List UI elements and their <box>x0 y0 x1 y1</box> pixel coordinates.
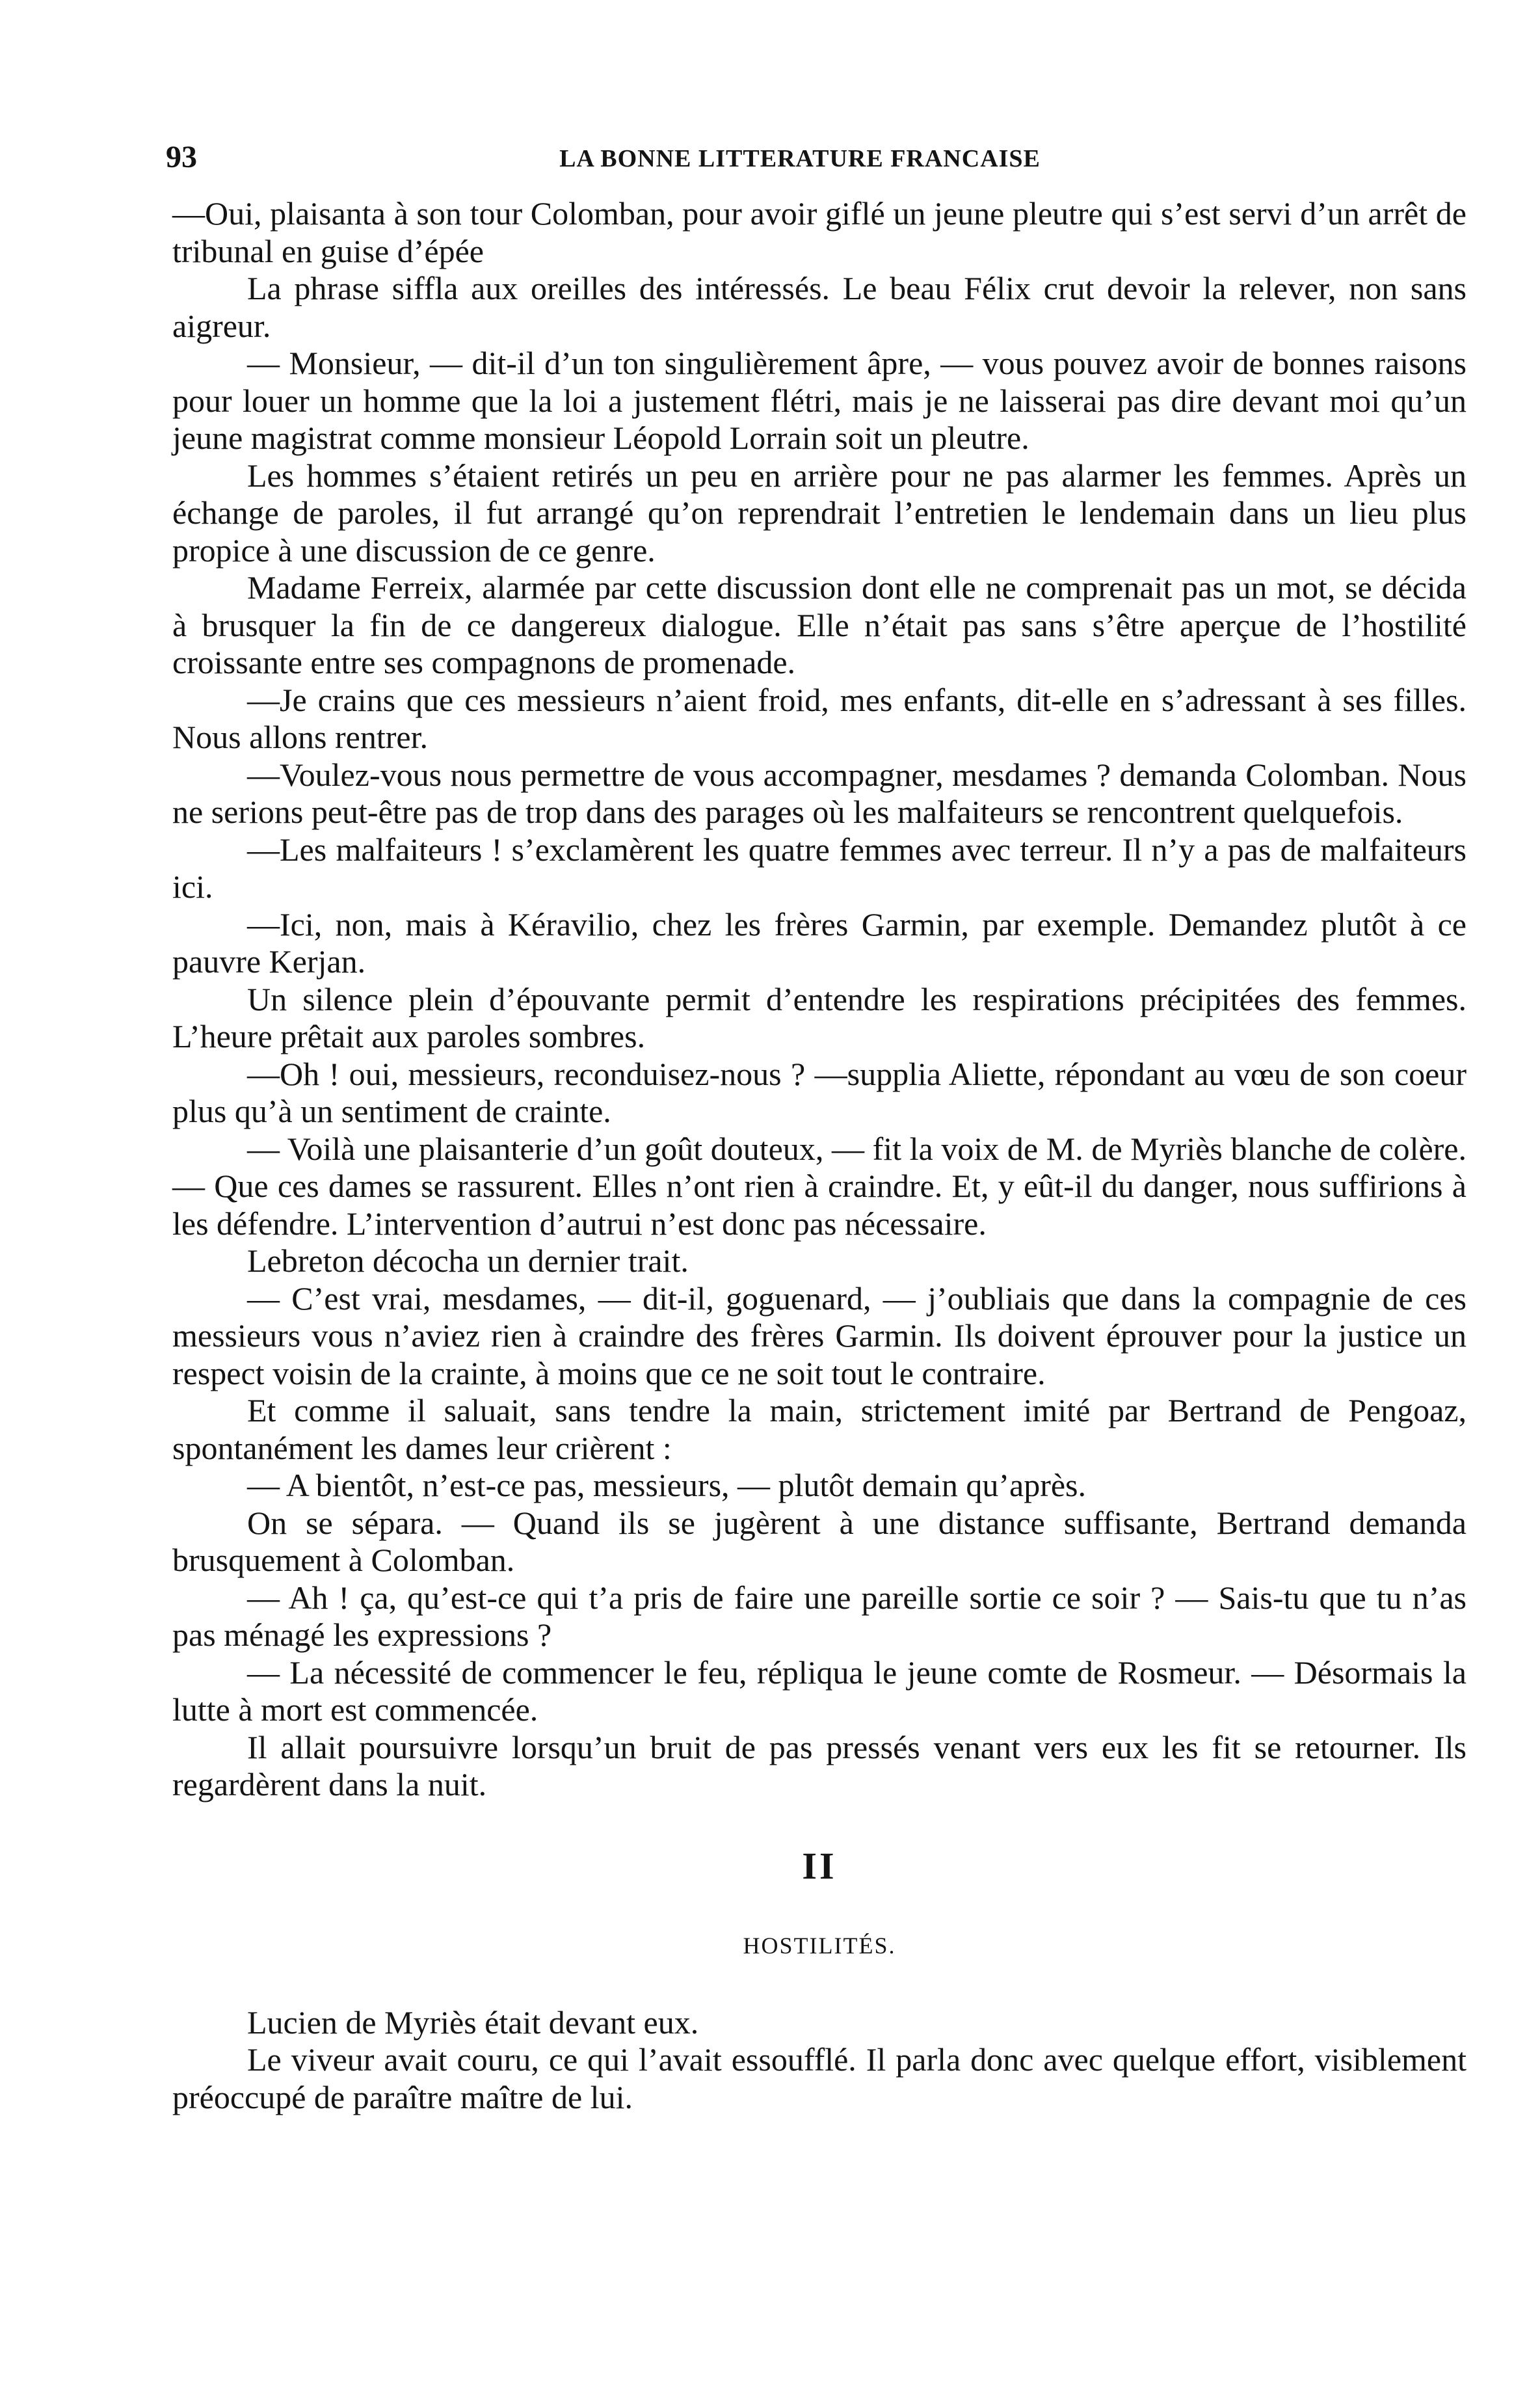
paragraph: — A bientôt, n’est-ce pas, messieurs, — plutôt demain qu’après. <box>247 1467 1087 1503</box>
paragraph: Les hommes s’étaient retirés un peu en arrière pour ne pas alarmer les femmes. Après un échange de paroles, il fut arrangé qu’on reprendrait l’entretien le lendemain dans un lieu plus propice à une discussion de ce genre. <box>172 457 1467 569</box>
paragraph: La phrase siffla aux oreilles des intéressés. Le beau Félix crut devoir la relever, non sans aigreur. <box>172 270 1467 344</box>
paragraph: On se sépara. — Quand ils se jugèrent à une distance suffisante, Bertrand demanda brusquement à Colomban. <box>172 1504 1467 1578</box>
paragraph: Lebreton décocha un dernier trait. <box>247 1242 689 1279</box>
body-text <box>172 195 1467 2116</box>
paragraph: — La nécessité de commencer le feu, répliqua le jeune comte de Rosmeur. — Désormais la lutte à mort est commencée. <box>172 1654 1467 1728</box>
page-number: 93 <box>166 140 197 174</box>
paragraph: Et comme il saluait, sans tendre la main, strictement imité par Bertrand de Pengoaz, spontanément les dames leur crièrent : <box>172 1392 1467 1466</box>
paragraph: —Les malfaiteurs ! s’exclamèrent les quatre femmes avec terreur. Il n’y a pas de malfaiteurs ici. <box>172 831 1467 905</box>
paragraph: —Voulez-vous nous permettre de vous accompagner, mesdames ? demanda Colomban. Nous ne serions peut-être pas de trop dans des parages où les malfaiteurs se rencontrent quelquefois. <box>172 756 1467 830</box>
paragraph: Le viveur avait couru, ce qui l’avait essoufflé. Il parla donc avec quelque effort, visiblement préoccupé de paraître maître de lui. <box>172 2041 1467 2115</box>
paragraph: Madame Ferreix, alarmée par cette discussion dont elle ne comprenait pas un mot, se décida à brusquer la fin de ce dangereux dialogue. Elle n’était pas sans s’être aperçue de l’hostilité croissante entre ses compagnons de promenade. <box>172 569 1467 680</box>
paragraph: Il allait poursuivre lorsqu’un bruit de pas pressés venant vers eux les fit se retourner. Ils regardèrent dans la nuit. <box>172 1728 1467 1803</box>
section-numeral: II <box>802 1844 837 1887</box>
paragraph: —Oh ! oui, messieurs, reconduisez-nous ? —supplia Aliette, répondant au vœu de son coeur plus qu’à un sentiment de crainte. <box>172 1055 1467 1129</box>
paragraph: — Voilà une plaisanterie d’un goût douteux, — fit la voix de M. de Myriès blanche de colère. — Que ces dames se rassurent. Elles n’ont rien à craindre. Et, y eût-il du danger, nous suffirions à les défendre. L’intervention d’autrui n’est donc pas nécessaire. <box>172 1130 1467 1242</box>
paragraph: —Je crains que ces messieurs n’aient froid, mes enfants, dit-elle en s’adressant à ses filles. Nous allons rentrer. <box>172 681 1467 755</box>
section-title: HOSTILITÉS. <box>743 1932 896 1959</box>
paragraph: — Monsieur, — dit-il d’un ton singulièrement âpre, — vous pouvez avoir de bonnes raisons pour louer un homme que la loi a justement flétri, mais je ne laisserai pas dire devant moi qu’un jeune magistrat comme monsieur Léopold Lorrain soit un pleutre. <box>172 345 1467 456</box>
paragraph: —Oui, plaisanta à son tour Colomban, pour avoir giflé un jeune pleutre qui s’est servi d’un arrêt de tribunal en guise d’épée <box>172 195 1467 269</box>
paragraph: — Ah ! ça, qu’est-ce qui t’a pris de faire une pareille sortie ce soir ? — Sais-tu que tu n’as pas ménagé les expressions ? <box>172 1579 1467 1653</box>
paragraph: Un silence plein d’épouvante permit d’entendre les respirations précipitées des femmes. L’heure prêtait aux paroles sombres. <box>172 980 1467 1054</box>
running-head <box>166 138 1434 177</box>
section-spacer <box>172 1964 1467 2004</box>
paragraph: — C’est vrai, mesdames, — dit-il, goguenard, — j’oubliais que dans la compagnie de ces messieurs vous n’aviez rien à craindre des frères Garmin. Ils doivent éprouver pour la justice un respect voisin de la crainte, à moins que ce ne soit tout le contraire. <box>172 1280 1467 1391</box>
paragraph: —Ici, non, mais à Kéravilio, chez les frères Garmin, par exemple. Demandez plutôt à ce pauvre Kerjan. <box>172 905 1467 980</box>
running-title: LA BONNE LITTERATURE FRANCAISE <box>559 145 1041 172</box>
paragraph: Lucien de Myriès était devant eux. <box>247 2004 699 2041</box>
